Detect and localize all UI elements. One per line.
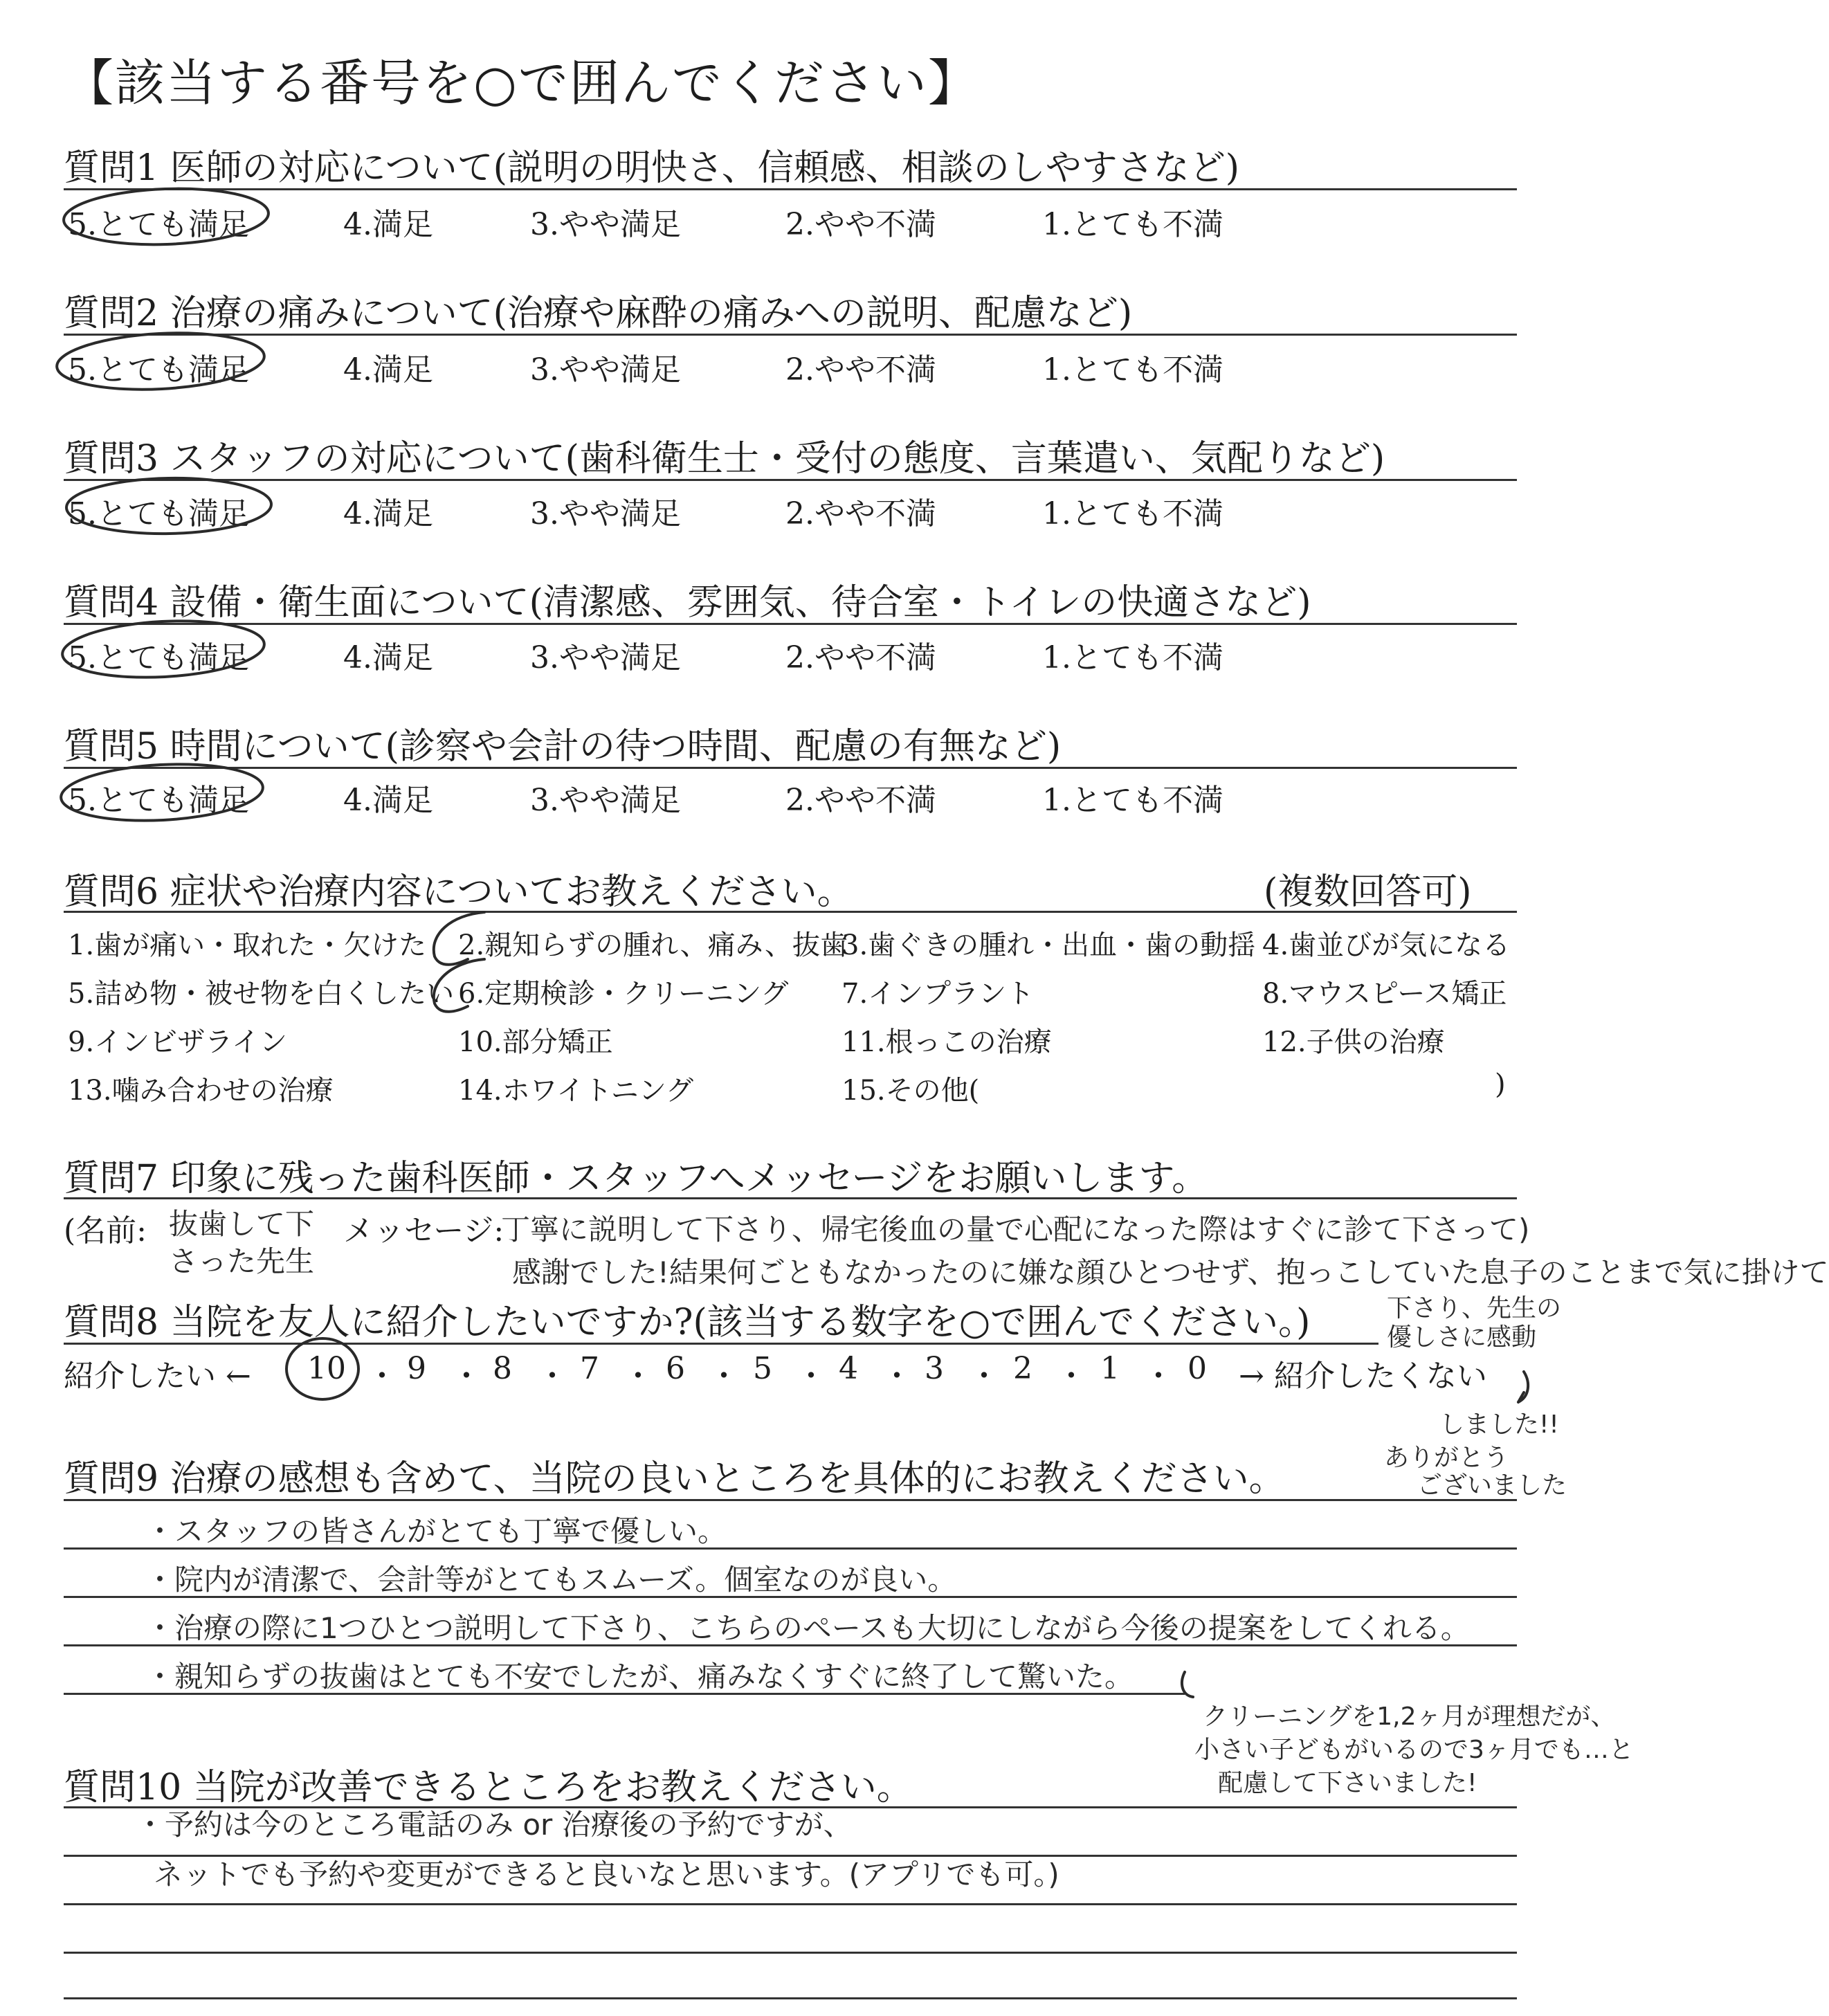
q6-option-6-circle (434, 959, 484, 1012)
q8-score-4[interactable]: 4 (839, 1351, 858, 1386)
q8-dot: ・ (969, 1359, 999, 1394)
q9-side-note-arrow (1182, 1672, 1193, 1697)
q8-left-label: 紹介したい ← (64, 1359, 251, 1394)
q5-option-2[interactable]: 2.やや不満 (785, 783, 936, 818)
question-7-label: 質問7 印象に残った歯科医師・スタッフへメッセージをお願いします。 (64, 1158, 1208, 1199)
q8-dot: ・ (367, 1359, 397, 1394)
q3-option-1[interactable]: 1.とても不満 (1042, 496, 1223, 532)
q7-message-line-7: ございました (1417, 1471, 1567, 1500)
form-title: 【該当する番号を○で囲んでください】 (64, 54, 979, 112)
q2-option-2[interactable]: 2.やや不満 (785, 352, 936, 388)
q8-score-8[interactable]: 8 (493, 1351, 512, 1386)
q8-score-1[interactable]: 1 (1100, 1351, 1120, 1386)
q4-option-2[interactable]: 2.やや不満 (785, 640, 936, 675)
q6-option-5[interactable]: 5.詰め物・被せ物を白くしたい (68, 978, 455, 1010)
q6-option-7[interactable]: 7.インプラント (841, 978, 1035, 1010)
q9-answer-1: ・スタッフの皆さんがとても丁寧で優しい。 (145, 1514, 727, 1548)
q2-option-5[interactable]: 5.とても満足 (68, 352, 249, 388)
question-8-label: 質問8 当院を友人に紹介したいですか?(該当する数字を○で囲んでください。) (64, 1302, 1311, 1343)
q9-side-note-2: 小さい子どもがいるので3ヶ月でも…と (1194, 1736, 1634, 1764)
q7-message-label: メッセージ: (343, 1213, 504, 1248)
q6-option-2[interactable]: 2.親知らずの腫れ、痛み、抜歯 (458, 929, 848, 961)
q6-option-8[interactable]: 8.マウスピース矯正 (1262, 978, 1507, 1010)
q7-message-line-6: ありがとう (1384, 1444, 1509, 1472)
q6-other-close-paren: ) (1495, 1069, 1506, 1100)
q5-selection-circle (60, 759, 264, 825)
q8-score-10-circle (286, 1338, 358, 1399)
q6-option-10[interactable]: 10.部分矯正 (458, 1026, 613, 1058)
q4-option-3[interactable]: 3.やや満足 (530, 640, 681, 675)
q1-selection-circle (63, 185, 270, 248)
q1-option-3[interactable]: 3.やや満足 (530, 207, 681, 242)
q8-dot: ・ (1056, 1359, 1086, 1394)
q2-option-1[interactable]: 1.とても不満 (1042, 352, 1223, 388)
q8-right-label: → 紹介したくない (1239, 1359, 1487, 1394)
question-4-label: 質問4 設備・衛生面について(清潔感、雰囲気、待合室・トイレの快適さなど) (64, 582, 1311, 624)
q6-option-4[interactable]: 4.歯並びが気になる (1262, 929, 1511, 961)
q6-option-6[interactable]: 6.定期検診・クリーニング (458, 978, 789, 1010)
q7-name-prefix: (名前: (64, 1213, 147, 1248)
q3-option-2[interactable]: 2.やや不満 (785, 496, 936, 532)
q9-answer-3: ・治療の際に1つひとつ説明して下さり、こちらのペースも大切にしながら今後の提案をしてくれる。 (145, 1611, 1470, 1645)
q1-option-4[interactable]: 4.満足 (343, 207, 433, 242)
q6-option-9[interactable]: 9.インビザライン (68, 1026, 287, 1058)
q8-dot: ・ (709, 1359, 739, 1394)
q8-score-2[interactable]: 2 (1013, 1351, 1032, 1386)
q8-score-9[interactable]: 9 (407, 1351, 426, 1386)
q5-option-3[interactable]: 3.やや満足 (530, 783, 681, 818)
q8-dot: ・ (537, 1359, 567, 1394)
q7-message-line-3: 下さり、先生の (1387, 1294, 1562, 1323)
q8-score-6[interactable]: 6 (666, 1351, 685, 1386)
q6-option-1[interactable]: 1.歯が痛い・取れた・欠けた (68, 929, 427, 961)
q9-answer-2: ・院内が清潔で、会計等がとてもスムーズ。個室なのが良い。 (145, 1563, 957, 1597)
q8-score-5[interactable]: 5 (753, 1351, 772, 1386)
q1-option-2[interactable]: 2.やや不満 (785, 207, 936, 242)
q5-option-5[interactable]: 5.とても満足 (68, 783, 249, 818)
q4-option-5[interactable]: 5.とても満足 (68, 640, 249, 675)
q10-answer-1: ・予約は今のところ電話のみ or 治療後の予約ですが、 (136, 1808, 853, 1842)
q3-option-4[interactable]: 4.満足 (343, 496, 433, 532)
q7-name-handwritten: 抜歯して下さった先生 (169, 1207, 315, 1278)
q2-option-4[interactable]: 4.満足 (343, 352, 433, 388)
q1-option-1[interactable]: 1.とても不満 (1042, 207, 1223, 242)
q7-message-arrow (1518, 1372, 1528, 1402)
q6-option-14[interactable]: 14.ホワイトニング (458, 1075, 694, 1107)
q7-message-line-2: 感謝でした!結果何ごともなかったのに嫌な顔ひとつせず、抱っこしていた息子のことまで気に掛けて (512, 1255, 1829, 1289)
q8-dot: ・ (1143, 1359, 1174, 1394)
q5-option-1[interactable]: 1.とても不満 (1042, 783, 1223, 818)
q8-dot: ・ (882, 1359, 912, 1394)
q9-side-note-1: クリーニングを1,2ヶ月が理想だが、 (1203, 1702, 1616, 1731)
q6-option-12[interactable]: 12.子供の治療 (1262, 1026, 1445, 1058)
q8-score-0[interactable]: 0 (1188, 1351, 1207, 1386)
q3-option-3[interactable]: 3.やや満足 (530, 496, 681, 532)
q6-option-3[interactable]: 3.歯ぐきの腫れ・出血・歯の動揺 (841, 929, 1256, 961)
q3-option-5[interactable]: 5.とても満足 (68, 496, 249, 532)
q6-option-15[interactable]: 15.その他( (841, 1075, 980, 1107)
q10-answer-2: ネットでも予約や変更ができると良いなと思います。(アプリでも可。) (154, 1858, 1059, 1891)
q2-selection-circle (55, 328, 266, 394)
q1-option-5[interactable]: 5.とても満足 (68, 207, 249, 242)
q6-option-13[interactable]: 13.噛み合わせの治療 (68, 1075, 334, 1107)
q7-message-line-1: 丁寧に説明して下さり、帰宅後血の量で心配になった際はすぐに診て下さって) (501, 1213, 1530, 1246)
q7-message-line-4: 優しさに感動 (1387, 1323, 1537, 1352)
q6-option-2-circle (434, 912, 484, 965)
q8-dot: ・ (796, 1359, 826, 1394)
question-3-label: 質問3 スタッフの対応について(歯科衛生士・受付の態度、言葉遣い、気配りなど) (64, 438, 1385, 480)
q8-dot: ・ (451, 1359, 482, 1394)
q4-selection-circle (61, 616, 266, 682)
question-10-label: 質問10 当院が改善できるところをお教えください。 (64, 1767, 913, 1808)
q9-answer-4: ・親知らずの抜歯はとても不安でしたが、痛みなくすぐに終了して驚いた。 (145, 1660, 1134, 1693)
q7-message-line-5: しました!! (1439, 1410, 1559, 1439)
q8-score-3[interactable]: 3 (925, 1351, 944, 1386)
q8-score-10[interactable]: 10 (307, 1351, 346, 1386)
q6-multiple-note: (複数回答可) (1264, 871, 1472, 913)
question-2-label: 質問2 治療の痛みについて(治療や麻酔の痛みへの説明、配慮など) (64, 293, 1133, 334)
q4-option-4[interactable]: 4.満足 (343, 640, 433, 675)
q8-score-7[interactable]: 7 (580, 1351, 599, 1386)
q8-dot: ・ (623, 1359, 653, 1394)
q5-option-4[interactable]: 4.満足 (343, 783, 433, 818)
q2-option-3[interactable]: 3.やや満足 (530, 352, 681, 388)
q9-side-note-3: 配慮して下さいました! (1218, 1769, 1477, 1797)
q4-option-1[interactable]: 1.とても不満 (1042, 640, 1223, 675)
question-6-label: 質問6 症状や治療内容についてお教えください。 (64, 871, 853, 913)
question-9-label: 質問9 治療の感想も含めて、当院の良いところを具体的にお教えください。 (64, 1458, 1285, 1500)
q3-selection-circle (66, 476, 271, 535)
question-5-label: 質問5 時間について(診察や会計の待つ時間、配慮の有無など) (64, 726, 1062, 768)
q6-option-11[interactable]: 11.根っこの治療 (841, 1026, 1052, 1058)
question-1-label: 質問1 医師の対応について(説明の明快さ、信頼感、相談のしやすさなど) (64, 147, 1240, 189)
